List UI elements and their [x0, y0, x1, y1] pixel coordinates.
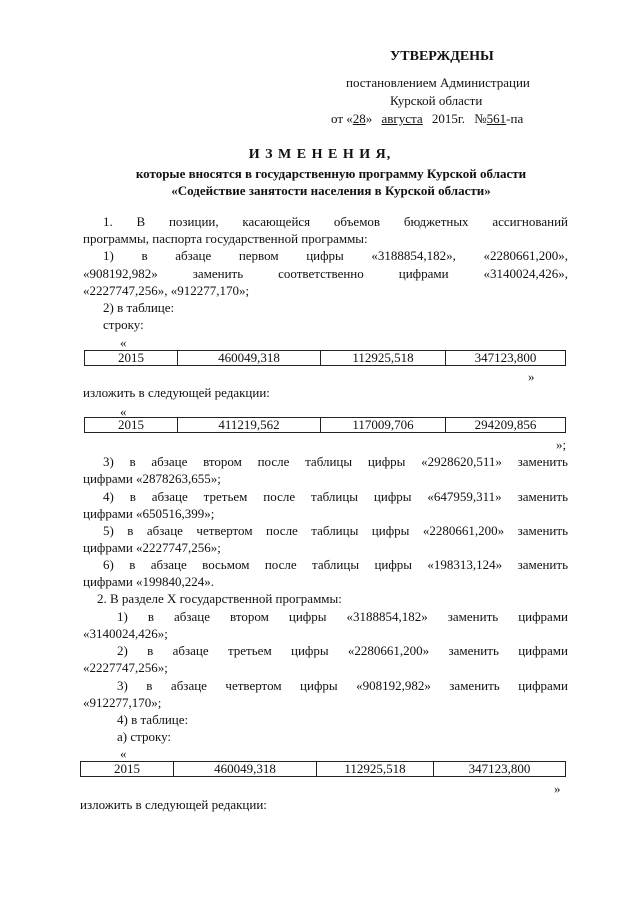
date-day: 28 [352, 111, 366, 126]
s2-item3-line-1: 3) в абзаце четвертом цифры «908192,982» заменить цифрами [117, 678, 568, 693]
date-prefix: от « [331, 111, 353, 126]
doc-subtitle-1: которые вносятся в государственную программу Курской области [135, 166, 527, 181]
p4-line-1: 4) в абзаце третьем после таблицы цифры «647959,311» заменить [103, 489, 568, 504]
p1-line-2: программы, паспорта государственной программы: [83, 231, 368, 246]
section-2-heading: 2. В разделе X государственной программы: [97, 591, 342, 606]
s2-item4: 4) в таблице: [117, 712, 189, 727]
table-cell: 347123,800 [434, 762, 566, 777]
date-day-close: » [365, 111, 373, 126]
quote-open-3: « [120, 746, 127, 761]
table-3 [80, 761, 566, 777]
izlozhit-1: изложить в следующей редакции: [83, 385, 270, 400]
approval-line-2: Курской области [390, 93, 483, 108]
p3-line-2: цифрами «2878263,655»; [83, 471, 221, 486]
approval-line-1: постановлением Администрации [346, 75, 530, 90]
table-cell: 460049,318 [178, 351, 321, 366]
doc-title: И З М Е Н Е Н И Я, [248, 147, 392, 162]
stroku-1: строку: [103, 317, 144, 332]
table-1 [84, 350, 566, 366]
table-cell: 294209,856 [446, 418, 566, 433]
quote-open-2: « [120, 404, 127, 419]
date-month: августа [381, 111, 423, 126]
p1a-line-2: «908192,982» заменить соответственно цифрами «3140024,426», [83, 266, 568, 281]
doc-number: 561 [486, 111, 507, 126]
table-cell: 411219,562 [178, 418, 321, 433]
approval-date-line [331, 111, 523, 127]
p1b: 2) в таблице: [103, 300, 175, 315]
table-2 [84, 417, 566, 433]
s2-item1-line-1: 1) в абзаце втором цифры «3188854,182» заменить цифрами [117, 609, 568, 624]
p1a-line-1: 1) в абзаце первом цифры «3188854,182», «2280661,200», [103, 248, 568, 263]
quote-close-3: » [554, 781, 561, 796]
table-cell: 347123,800 [446, 351, 566, 366]
quote-close-1: » [528, 369, 535, 384]
table-row [85, 418, 566, 433]
p3-line-1: 3) в абзаце втором после таблицы цифры «2928620,511» заменить [103, 454, 568, 469]
s2-item1-line-2: «3140024,426»; [83, 626, 168, 641]
izlozhit-2: изложить в следующей редакции: [80, 797, 267, 812]
quote-open-1: « [120, 335, 127, 350]
p4-line-2: цифрами «650516,399»; [83, 506, 215, 521]
s2-item2-line-1: 2) в абзаце третьем цифры «2280661,200» заменить цифрами [117, 643, 568, 658]
approval-title: УТВЕРЖДЕНЫ [390, 49, 494, 64]
s2-item4a: а) строку: [117, 729, 172, 744]
table-row [81, 762, 566, 777]
number-suffix: -па [506, 111, 524, 126]
p6-line-1: 6) в абзаце восьмом после таблицы цифры «198313,124» заменить [103, 557, 568, 572]
s2-item2-line-2: «2227747,256»; [83, 660, 168, 675]
quote-close-2: »; [556, 437, 567, 452]
p5-line-1: 5) в абзаце четвертом после таблицы цифры «2280661,200» заменить [103, 523, 568, 538]
table-cell: 2015 [81, 762, 174, 777]
p6-line-2: цифрами «199840,224». [83, 574, 215, 589]
s2-item3-line-2: «912277,170»; [83, 695, 162, 710]
table-cell: 117009,706 [321, 418, 446, 433]
table-cell: 2015 [85, 418, 178, 433]
table-cell: 112925,518 [317, 762, 434, 777]
table-row [85, 351, 566, 366]
date-year: 2015г. [431, 111, 466, 126]
p1a-line-3: «2227747,256», «912277,170»; [83, 283, 250, 298]
table-cell: 112925,518 [321, 351, 446, 366]
p1-line-1: 1. В позиции, касающейся объемов бюджетных ассигнований [103, 214, 568, 229]
doc-subtitle-2: «Содействие занятости населения в Курской области» [171, 183, 491, 198]
number-prefix: № [474, 111, 487, 126]
table-cell: 2015 [85, 351, 178, 366]
p5-line-2: цифрами «2227747,256»; [83, 540, 221, 555]
table-cell: 460049,318 [174, 762, 317, 777]
